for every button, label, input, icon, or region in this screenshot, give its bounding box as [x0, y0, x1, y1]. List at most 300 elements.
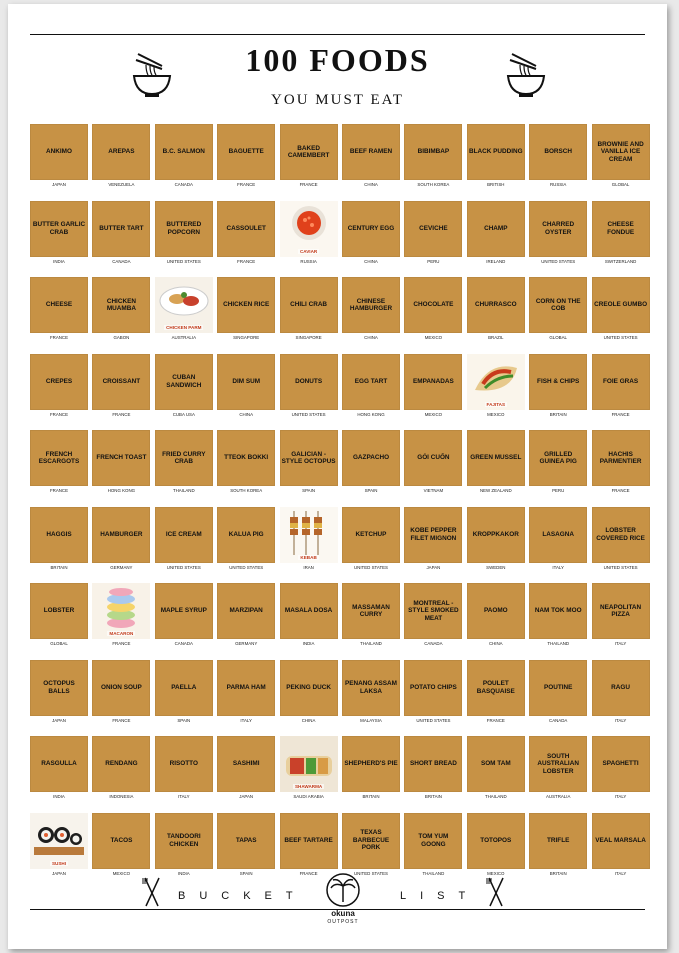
food-name: VEAL MARSALA	[595, 836, 646, 844]
food-cell	[467, 660, 525, 736]
food-cell	[155, 354, 213, 430]
food-cell	[404, 124, 462, 200]
food-name: BAKED CAMEMBERT	[287, 144, 330, 159]
food-name: MASSAMAN CURRY	[352, 603, 390, 618]
food-name: MAPLE SYRUP	[160, 607, 207, 615]
scratch-tile[interactable]	[404, 583, 462, 639]
food-name: BUTTERED POPCORN	[166, 221, 202, 236]
food-name: POUTINE	[543, 683, 573, 691]
food-country: GLOBAL	[611, 182, 630, 187]
scratch-tile[interactable]	[92, 277, 150, 333]
food-cell	[30, 277, 88, 353]
food-name: KOBE PEPPER FILET MIGNON	[410, 527, 457, 542]
scratch-tile[interactable]	[529, 736, 587, 792]
food-cell	[404, 354, 462, 430]
food-name: OCTOPUS BALLS	[43, 680, 75, 695]
food-name: NAM TOK MOO	[534, 607, 582, 615]
food-cell	[217, 354, 275, 430]
scratch-tile[interactable]	[92, 660, 150, 716]
scratch-tile[interactable]	[280, 660, 338, 716]
scratch-tile[interactable]	[217, 430, 275, 486]
food-name: BLACK PUDDING	[468, 148, 523, 156]
top-rule	[30, 34, 645, 35]
scratch-tile[interactable]	[217, 201, 275, 257]
scratch-tile[interactable]	[467, 813, 525, 869]
food-cell	[404, 430, 462, 506]
food-country: MEXICO	[487, 870, 505, 876]
food-cell	[280, 124, 338, 200]
scratch-tile[interactable]	[592, 201, 650, 257]
scratch-tile[interactable]	[467, 583, 525, 639]
scratch-tile[interactable]	[467, 736, 525, 792]
food-cell	[217, 660, 275, 736]
food-cell	[155, 660, 213, 736]
scratch-tile[interactable]	[92, 124, 150, 180]
scratch-tile[interactable]	[529, 813, 587, 869]
scratch-tile[interactable]	[30, 736, 88, 792]
scratch-tile[interactable]	[155, 201, 213, 257]
scratch-tile[interactable]	[30, 430, 88, 486]
food-country: INDIA	[53, 258, 65, 264]
food-cell	[280, 201, 338, 277]
food-cell	[529, 583, 587, 659]
food-country: SPAIN	[177, 717, 191, 723]
food-cell	[92, 660, 150, 736]
food-cell	[30, 507, 88, 583]
food-country: BRITAIN	[549, 870, 567, 876]
scratch-tile[interactable]	[217, 736, 275, 792]
food-country: THAILAND	[360, 641, 382, 646]
food-cell	[467, 507, 525, 583]
scratch-tile[interactable]	[342, 201, 400, 257]
scratch-tile[interactable]	[217, 354, 275, 410]
scratch-tile[interactable]	[592, 736, 650, 792]
food-cell	[592, 430, 650, 506]
scratch-tile[interactable]	[280, 813, 338, 869]
scratch-tile[interactable]	[30, 507, 88, 563]
scratch-tile[interactable]	[217, 583, 275, 639]
scratch-tile[interactable]	[92, 201, 150, 257]
food-cell	[404, 507, 462, 583]
food-country: CANADA	[112, 258, 131, 264]
scratch-tile[interactable]	[467, 430, 525, 486]
food-country: IRAN	[303, 564, 314, 570]
food-cell	[529, 201, 587, 277]
food-cell	[280, 507, 338, 583]
food-cell	[467, 201, 525, 277]
food-name: CHARRED OYSTER	[542, 221, 575, 236]
food-cell	[342, 507, 400, 583]
food-cell	[155, 124, 213, 200]
food-name: GAZPACHO	[352, 454, 390, 462]
food-caption: KEBAB	[300, 554, 317, 560]
scratch-tile[interactable]	[155, 354, 213, 410]
food-caption: MACARON	[109, 631, 134, 636]
food-country: UNITED STATES	[291, 411, 326, 417]
food-cell	[155, 736, 213, 812]
scratch-tile[interactable]	[467, 507, 525, 563]
food-name: EMPANADAS	[413, 377, 454, 385]
food-country: SPAIN	[239, 870, 253, 876]
food-country: GLOBAL	[549, 335, 567, 340]
food-cell	[467, 124, 525, 200]
food-name: PEKING DUCK	[286, 683, 331, 691]
food-cell	[342, 736, 400, 812]
food-cell	[30, 736, 88, 812]
food-cell	[592, 660, 650, 736]
food-name: SASHIMI	[232, 760, 260, 768]
scratch-tile[interactable]	[30, 277, 88, 333]
food-country: INDONESIA	[109, 794, 134, 799]
scratch-tile[interactable]	[404, 277, 462, 333]
scratch-tile[interactable]	[404, 201, 462, 257]
food-name: CROISSANT	[102, 377, 141, 385]
scratch-tile-revealed[interactable]	[155, 277, 213, 333]
food-country: FRANCE	[486, 717, 505, 723]
food-country: MEXICO	[112, 870, 131, 876]
scratch-tile[interactable]	[592, 124, 650, 180]
food-name: RAGU	[611, 683, 630, 691]
scratch-tile[interactable]	[280, 430, 338, 486]
food-country: GERMANY	[110, 564, 133, 570]
scratch-tile[interactable]	[217, 660, 275, 716]
scratch-tile[interactable]	[467, 660, 525, 716]
food-country: SINGAPORE	[233, 335, 260, 340]
food-country: FRANCE	[112, 717, 131, 723]
scratch-tile[interactable]	[217, 124, 275, 180]
food-country: CHINA	[364, 182, 378, 187]
food-name: SOUTH AUSTRALIAN LOBSTER	[537, 752, 579, 775]
food-country: CHINA	[488, 641, 503, 646]
food-name: CHICKEN MUAMBA	[106, 297, 136, 312]
scratch-tile[interactable]	[529, 277, 587, 333]
food-country: SWITZERLAND	[604, 258, 637, 264]
food-cell	[280, 430, 338, 506]
food-cell	[30, 430, 88, 506]
food-name: GREEN MUSSEL	[470, 454, 522, 462]
food-cell	[92, 507, 150, 583]
scratch-tile[interactable]	[529, 430, 587, 486]
food-name: PAELLA	[171, 683, 197, 691]
food-name: GRILLED GUINEA PIG	[539, 450, 577, 465]
food-country: UNITED STATES	[166, 564, 201, 570]
scratch-tile[interactable]	[404, 736, 462, 792]
food-country: GLOBAL	[50, 641, 68, 646]
scratch-tile[interactable]	[155, 430, 213, 486]
food-cell	[30, 813, 88, 889]
food-country: SPAIN	[302, 488, 316, 493]
food-cell	[529, 354, 587, 430]
fork-knife-icon	[142, 876, 162, 908]
scratch-tile[interactable]	[342, 277, 400, 333]
food-name: CUBAN SANDWICH	[166, 374, 202, 389]
food-country: IRELAND	[486, 258, 506, 264]
food-name: FRIED CURRY CRAB	[162, 450, 206, 465]
food-country: MALAYSIA	[360, 717, 382, 723]
scratch-tile[interactable]	[342, 354, 400, 410]
scratch-tile[interactable]	[342, 507, 400, 563]
footer-word-list: LIST	[400, 890, 480, 902]
food-country: HONG KONG	[107, 488, 136, 493]
food-country: FRANCE	[49, 335, 69, 340]
food-name: CHICKEN RICE	[223, 301, 270, 309]
food-name: TANDOORI CHICKEN	[166, 833, 201, 848]
scratch-tile[interactable]	[529, 124, 587, 180]
food-cell	[404, 736, 462, 812]
brand-logo	[323, 872, 363, 932]
food-name: FISH & CHIPS	[537, 377, 580, 385]
food-name: TAPAS	[235, 836, 257, 844]
food-country: BRITAIN	[424, 794, 442, 799]
scratch-tile[interactable]	[529, 201, 587, 257]
scratch-tile[interactable]	[155, 583, 213, 639]
food-country: ITALY	[614, 870, 627, 876]
scratch-tile[interactable]	[155, 507, 213, 563]
food-country: THAILAND	[422, 870, 445, 876]
food-country: CHINA	[301, 717, 316, 723]
food-name: CHAMP	[484, 224, 508, 232]
food-name: GÓI CUỐN	[417, 454, 450, 462]
food-name: LASAGNA	[542, 530, 574, 538]
food-country: VENEZUELA	[108, 182, 135, 187]
food-cell	[342, 124, 400, 200]
fork-knife-icon	[486, 876, 506, 908]
scratch-tile[interactable]	[467, 124, 525, 180]
scratch-tile[interactable]	[342, 124, 400, 180]
scratch-tile[interactable]	[592, 430, 650, 486]
scratch-tile[interactable]	[529, 660, 587, 716]
food-country: JAPAN	[52, 182, 66, 187]
food-country: UNITED STATES	[354, 564, 388, 570]
food-name: CHURRASCO	[475, 301, 517, 309]
food-country: INDIA	[177, 870, 190, 876]
food-name: TACOS	[110, 836, 133, 844]
food-name: KROPPKAKOR	[472, 530, 519, 538]
food-cell	[592, 201, 650, 277]
scratch-tile[interactable]	[280, 354, 338, 410]
food-country: JAPAN	[52, 717, 66, 723]
food-cell	[529, 124, 587, 200]
scratch-tile[interactable]	[342, 430, 400, 486]
food-country: MEXICO	[487, 411, 505, 417]
food-country: JAPAN	[239, 794, 254, 799]
scratch-tile-revealed[interactable]	[280, 201, 338, 257]
scratch-tile[interactable]	[92, 507, 150, 563]
food-name: BAGUETTE	[228, 148, 264, 156]
food-cell	[280, 354, 338, 430]
food-country: BRITAIN	[50, 564, 68, 570]
scratch-tile[interactable]	[155, 736, 213, 792]
food-cell	[217, 277, 275, 353]
food-name: DONUTS	[295, 377, 323, 385]
scratch-tile[interactable]	[217, 813, 275, 869]
food-name: KALUA PIG	[228, 530, 264, 538]
food-cell	[280, 583, 338, 659]
scratch-tile[interactable]	[342, 813, 400, 869]
food-country: UNITED STATES	[416, 717, 451, 723]
palm-tree-logo-icon	[323, 872, 363, 908]
food-cell	[404, 277, 462, 353]
scratch-tile-revealed[interactable]	[30, 813, 88, 869]
food-name: BROWNIE AND VANILLA ICE CREAM	[597, 140, 644, 163]
scratch-tile[interactable]	[404, 354, 462, 410]
scratch-tile[interactable]	[30, 660, 88, 716]
scratch-tile[interactable]	[404, 507, 462, 563]
food-cell	[30, 201, 88, 277]
food-name: SOM TAM	[480, 760, 511, 768]
food-cell	[217, 813, 275, 889]
food-country: UNITED STATES	[603, 335, 638, 340]
scratch-tile[interactable]	[92, 430, 150, 486]
food-country: GERMANY	[235, 641, 258, 646]
scratch-tile[interactable]	[342, 736, 400, 792]
food-cell	[529, 277, 587, 353]
food-cell	[467, 430, 525, 506]
food-cell	[155, 430, 213, 506]
scratch-tile[interactable]	[467, 201, 525, 257]
food-cell	[592, 354, 650, 430]
food-name: MARZIPAN	[229, 607, 263, 615]
food-name: MASALA DOSA	[284, 607, 333, 615]
food-country: CANADA	[424, 641, 443, 646]
poster	[8, 4, 667, 949]
food-cell	[529, 430, 587, 506]
scratch-tile[interactable]	[155, 660, 213, 716]
scratch-tile-revealed[interactable]	[280, 507, 338, 563]
food-name: NEAPOLITAN PIZZA	[600, 603, 642, 618]
food-name: ANKIMO	[46, 148, 72, 156]
food-country: FRANCE	[611, 488, 630, 493]
food-cell	[92, 583, 150, 659]
food-country: FRANCE	[112, 411, 131, 417]
scratch-tile[interactable]	[92, 736, 150, 792]
scratch-tile[interactable]	[280, 124, 338, 180]
scratch-tile[interactable]	[92, 354, 150, 410]
food-country: GABON	[113, 335, 130, 340]
scratch-tile[interactable]	[30, 124, 88, 180]
food-name: TOTOPOS	[480, 836, 512, 844]
food-country: CHINA	[239, 411, 254, 417]
scratch-tile[interactable]	[155, 124, 213, 180]
scratch-tile[interactable]	[592, 813, 650, 869]
scratch-tile-revealed[interactable]	[92, 583, 150, 639]
food-country: UNITED STATES	[603, 564, 638, 570]
food-country: FRANCE	[237, 182, 256, 187]
scratch-tile[interactable]	[592, 583, 650, 639]
food-name: GALICIAN -STYLE OCTOPUS	[281, 450, 336, 465]
food-name: TOM YUM GOONG	[418, 833, 449, 848]
food-country: ITALY	[614, 794, 627, 799]
food-name: RASGULLA	[41, 760, 77, 768]
food-name: CREOLE GUMBO	[594, 301, 648, 309]
food-caption: FAJITAS	[486, 401, 506, 407]
food-name: POULET BASQUAISE	[476, 680, 515, 695]
food-country: VIETNAM	[423, 488, 444, 493]
food-country: CANADA	[174, 641, 193, 646]
food-name: CORN ON THE COB	[535, 297, 581, 312]
food-country: SINGAPORE	[295, 335, 322, 340]
food-country: SOUTH KOREA	[230, 488, 263, 493]
food-name: TEXAS BARBECUE PORK	[352, 829, 390, 852]
food-name: CENTURY EGG	[347, 224, 395, 232]
food-cell	[404, 583, 462, 659]
food-country: MEXICO	[424, 411, 443, 417]
food-caption: SHAWARMA	[294, 784, 323, 789]
footer-word-bucket: BUCKET	[178, 890, 307, 902]
food-cell	[342, 430, 400, 506]
food-country: UNITED STATES	[354, 870, 388, 876]
food-name: TRIFLE	[547, 836, 570, 844]
food-country: FRANCE	[112, 641, 131, 646]
scratch-tile[interactable]	[280, 277, 338, 333]
scratch-tile[interactable]	[404, 430, 462, 486]
food-name: LOBSTER COVERED RICE	[596, 527, 645, 542]
food-cell	[92, 201, 150, 277]
food-cell	[92, 736, 150, 812]
food-name: AREPAS	[108, 148, 135, 156]
food-cell	[592, 277, 650, 353]
scratch-tile[interactable]	[342, 583, 400, 639]
scratch-tile[interactable]	[529, 507, 587, 563]
scratch-tile[interactable]	[217, 277, 275, 333]
scratch-tile[interactable]	[529, 583, 587, 639]
scratch-tile[interactable]	[592, 507, 650, 563]
scratch-tile[interactable]	[155, 813, 213, 869]
food-name: BUTTER TART	[99, 224, 144, 232]
food-name: CHEESE FONDUE	[607, 221, 635, 236]
food-name: CHEESE	[45, 301, 73, 309]
scratch-tile[interactable]	[592, 660, 650, 716]
food-name: RISOTTO	[169, 760, 198, 768]
scratch-tile[interactable]	[342, 660, 400, 716]
food-name: BIBIMBAP	[417, 148, 450, 156]
scratch-tile[interactable]	[30, 583, 88, 639]
food-name: CHINESE HAMBURGER	[349, 297, 393, 312]
food-country: SAUDI ARABIA	[293, 794, 324, 799]
food-cell	[592, 124, 650, 200]
scratch-tile[interactable]	[592, 354, 650, 410]
scratch-tile[interactable]	[217, 507, 275, 563]
scratch-tile[interactable]	[30, 201, 88, 257]
food-country: FRANCE	[49, 411, 69, 417]
scratch-tile[interactable]	[404, 813, 462, 869]
food-cell	[467, 736, 525, 812]
scratch-tile[interactable]	[404, 124, 462, 180]
food-name: BORSCH	[544, 148, 573, 156]
food-cell	[155, 583, 213, 659]
food-country: THAILAND	[547, 641, 570, 646]
food-name: HAMBURGER	[100, 530, 143, 538]
food-cell	[155, 507, 213, 583]
food-cell	[467, 277, 525, 353]
scratch-tile-revealed[interactable]	[280, 736, 338, 792]
food-cell	[217, 201, 275, 277]
food-name: BEEF TARTARE	[284, 836, 333, 844]
scratch-tile[interactable]	[30, 354, 88, 410]
food-country: CANADA	[549, 717, 568, 723]
food-country: ITALY	[178, 794, 190, 799]
scratch-tile[interactable]	[92, 813, 150, 869]
scratch-tile[interactable]	[592, 277, 650, 333]
food-grid	[30, 124, 650, 884]
food-cell	[404, 201, 462, 277]
scratch-tile[interactable]	[280, 583, 338, 639]
scratch-tile[interactable]	[404, 660, 462, 716]
scratch-tile[interactable]	[467, 277, 525, 333]
scratch-tile-revealed[interactable]	[467, 354, 525, 410]
food-country: HONG KONG	[357, 411, 385, 417]
scratch-tile[interactable]	[529, 354, 587, 410]
